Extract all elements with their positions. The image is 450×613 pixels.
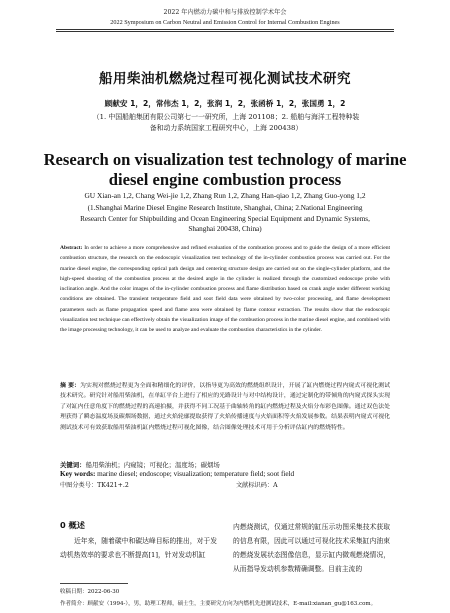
body-column-left: 近年来，随着碳中和碳达峰目标的推出，对于发动机热效率的要求也不断提高[1]，针对发动机缸 [60,537,217,559]
chinese-affiliation: （1. 中国船舶集团有限公司第七一一研究所，上海 201108；2. 船舶与海洋工程特种装备和动力系统国家工程研究中心，上海 200438） [92,113,360,132]
english-authors: GU Xian-an 1,2, Chang Wei-jie 1,2, Zhang Run 1,2, Zhang Han-qiao 1,2, Zhang Guo-yong 1,2 [84,191,366,200]
chinese-keywords [60,460,390,469]
chinese-title: 船用柴油机燃烧过程可视化测试技术研究 [99,71,351,87]
footnote-author-bio: 作者简介：顾献安（1994-），男，助理工程师，硕士生，主要研究方向为内燃机先进测试技术，E-mail:xianan_gu@163.com。 [60,601,377,607]
english-abstract-label: Abstract: [60,245,83,251]
english-abstract [60,243,390,335]
english-keywords-label: Key words: [60,470,96,478]
chinese-abstract [60,381,390,433]
running-head-cn: 2022 年内燃动力碳中和与排放控制学术年会 [163,9,287,16]
chinese-abstract-label: 摘 要： [60,383,81,389]
clc-number: 中图分类号：TK421+.2 [60,482,129,489]
english-keywords [60,470,390,478]
footnote-rule [60,583,128,584]
english-abstract-text: In order to achieve a more comprehensive and refined evaluation of the combustion process and to guide the design of a more efficient combustion structure, the research on the endoscopic visualization test technology of the in-cylinder combustion process was carried out. For the marine diesel engine, the corresponding optical path design and centering structure design are carried out on the single-cylinder platform, and the high-speed shooting of the combustion process at the desired angle in the cylinder is realized through the customized endoscope probe with inclination angle. And the color images of the in-cylinder combustion process and flame distribution based on crank angle under different working conditions are obtained. The transient temperature field and soot field data were obtained by two-color processing, and flame development parameters such as flame propagation speed and flame area were obtained by flame contour extraction. The results show that the endoscopic visualization test technique can effectively obtain the visualization image of the combustion process in the marine diesel engine, and combined with the image processing technology, it can be used to analyze and evaluate the combustion characteristics in the cylinder. [60,245,391,333]
header-rule-top [56,29,394,30]
running-head-en: 2022 Symposium on Carbon Neutral and Emission Control for Internal Combustion Engines [110,19,340,26]
chinese-abstract-text: 为实现对燃烧过程更为全面和精细化的评价，以指导更为高效的燃烧组织设计，开展了缸内燃烧过程内窥式可视化测试技术研究。研究针对船用柴油机，在单缸平台上进行了相应的光路设计与对中结构设计，通过定制化的带倾角的内窥式探头实现了对缸内任意角度下的燃烧过程的高速拍摄，并获得不同工况基于曲轴转角的缸内燃烧过程及火焰分布彩色图像。通过双色法处理获得了瞬态温度场及碳烟场数据，通过火焰轮廓提取获得了火焰传播速度与火焰面积等火焰发展参数。结果表明内窥式可视化测试技术可有效获取船用柴油机缸内燃烧过程可视化图像，结合图像处理技术可用于分析评估缸内的燃烧特性。 [60,383,390,431]
english-keywords-text: marine diesel; endoscope; visualization; temperature field; soot field [97,470,295,478]
header-rule-bottom [56,31,394,32]
chinese-authors: 顾献安 1，2，常伟杰 1，2，张润 1，2，张函桥 1，2，张国勇 1，2 [104,99,346,108]
chinese-keywords-label: 关键词： [60,461,86,469]
english-title: Research on visualization test technology of marine diesel engine combustion process [43,150,407,189]
footnote-received: 收稿日期：2022-06-30 [60,589,120,595]
body-column-right: 内燃烧测试，仅通过常规的缸压示功图采集技术获取的信息有限，因此可以通过可视化技术采集缸内油束的燃烧发展状态图像信息，显示缸内微观燃烧情况，从而指导发动机参数精确调整。目前主流的 [233,523,390,573]
document-code: 文献标识码：A [236,482,278,489]
section-heading: 0 概述 [60,520,85,530]
chinese-keywords-text: 船用柴油机；内窥镜；可视化；温度场；碳烟场 [85,461,220,469]
english-affiliation: (1.Shanghai Marine Diesel Engine Research Institute, Shanghai, China; 2.National Engineering Research Center for Shipbuilding and Ocean Engineering Special Equipment and Dynamic Systems, Shanghai 200438, China) [80,204,370,233]
